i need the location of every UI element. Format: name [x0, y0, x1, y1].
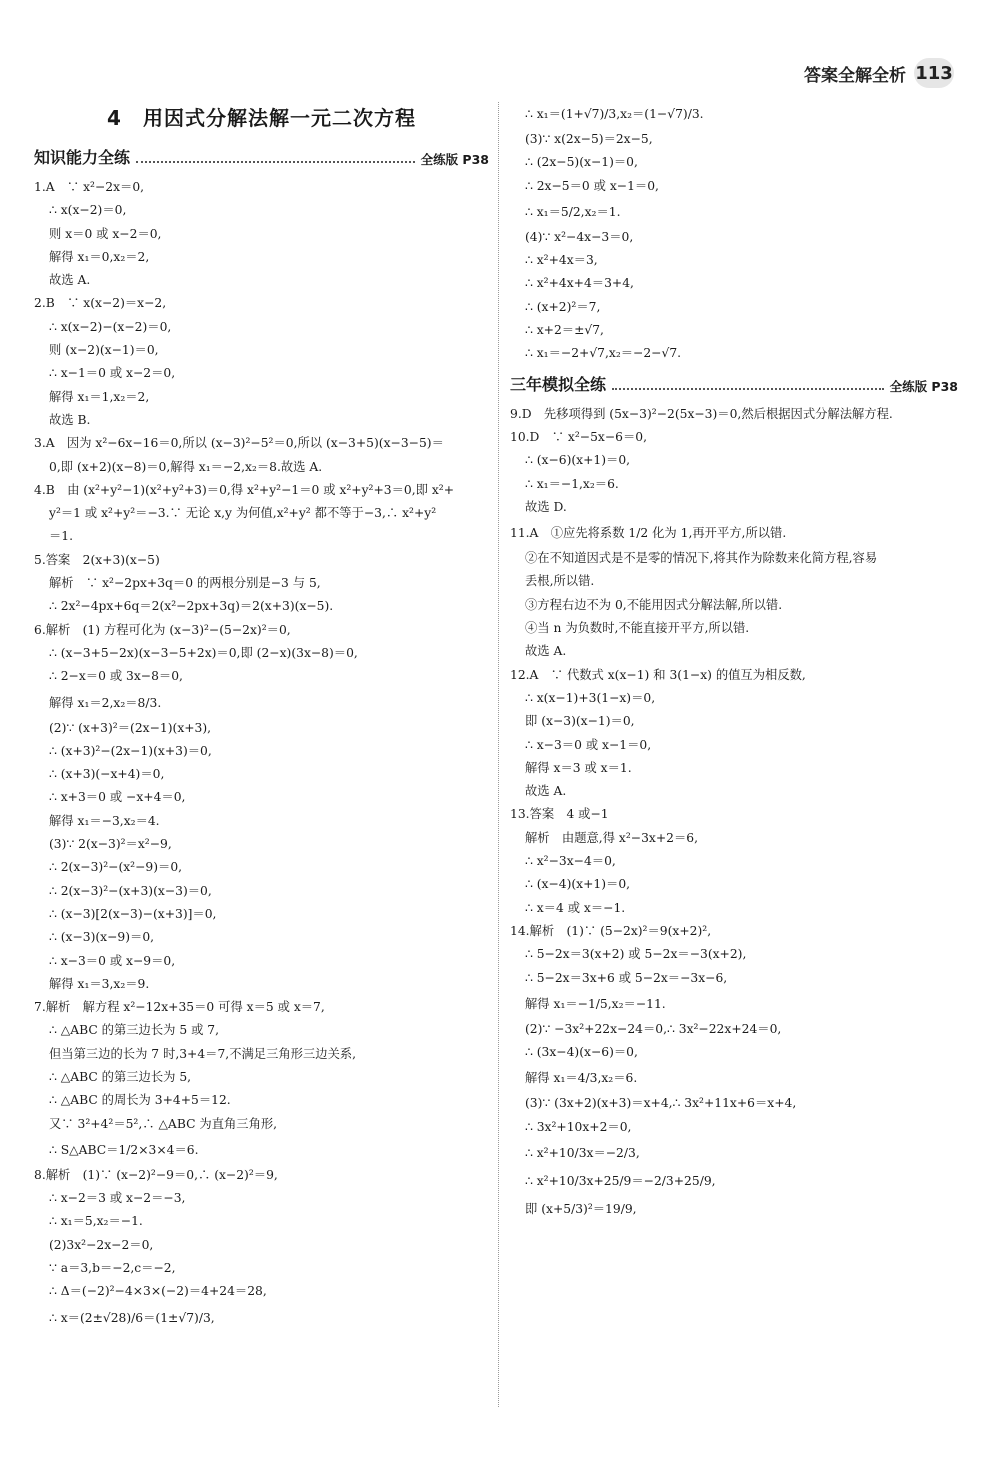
answer-line: 3.A 因为 x²−6x−16＝0,所以 (x−3)²−5²＝0,所以 (x−3+5)(x−3−5)＝ [34, 436, 444, 451]
section-name: 三年模拟全练 [510, 374, 607, 394]
header-title: 答案全解全析 [804, 65, 906, 86]
answer-line: 10.D ∵ x²−5x−6＝0, [510, 429, 648, 444]
answer-line: ∴ x₁＝5,x₂＝−1. [49, 1214, 143, 1229]
answer-line: 11.A ①应先将系数 1/2 化为 1,再开平方,所以错. [510, 526, 787, 541]
section-header-mock [510, 372, 958, 395]
answer-list-right-top [510, 100, 958, 366]
answer-line: ∴ x₁＝(1+√7)/3,x₂＝(1−√7)/3. [525, 107, 704, 121]
answer-line: (4)∵ x²−4x−3＝0, [525, 229, 634, 244]
answer-line: ∴ x₁＝−2+√7,x₂＝−2−√7. [525, 346, 682, 361]
answer-line: 解得 x₁＝2,x₂＝8/3. [49, 695, 162, 710]
column-divider [498, 102, 499, 1407]
chapter-title: 4 用因式分解法解一元二次方程 [107, 106, 416, 130]
answer-line: ∴ (x−3)(x−9)＝0, [49, 930, 155, 945]
answer-line: ∴ 2(x−3)²−(x²−9)＝0, [49, 860, 183, 875]
answer-line: ∴ x+3＝0 或 −x+4＝0, [49, 790, 186, 805]
answer-line: ∴ x+2＝±√7, [525, 323, 604, 338]
answer-line: ∴ (2x−5)(x−1)＝0, [525, 155, 638, 170]
answer-line: ∴ 3x²+10x+2＝0, [525, 1119, 632, 1134]
answer-line: ∴ x(x−2)＝0, [49, 203, 127, 218]
answer-line: 0,即 (x+2)(x−8)＝0,解得 x₁＝−2,x₂＝8.故选 A. [49, 459, 323, 474]
answer-line: ∴ S△ABC＝1/2×3×4＝6. [49, 1142, 199, 1157]
answer-line: 解得 x₁＝−3,x₂＝4. [49, 813, 160, 828]
answer-line: ∴ x₁＝−1,x₂＝6. [525, 476, 619, 491]
answer-line: 解析 ∵ x²−2px+3q＝0 的两根分别是−3 与 5, [49, 576, 321, 591]
section-name: 知识能力全练 [34, 148, 131, 167]
answer-line: ∴ x(x−2)−(x−2)＝0, [49, 319, 172, 334]
answer-line: (3)∵ 2(x−3)²＝x²−9, [49, 837, 172, 852]
answer-line: y²＝1 或 x²+y²＝−3.∵ 无论 x,y 为何值,x²+y² 都不等于−3,∴ x²+y² [49, 506, 437, 521]
answer-line: 则 (x−2)(x−1)＝0, [49, 343, 159, 358]
answer-line: ∴ x−1＝0 或 x−2＝0, [49, 366, 176, 381]
answer-line: ∴ x²−3x−4＝0, [525, 854, 616, 869]
answer-line: 4.B 由 (x²+y²−1)(x²+y²+3)＝0,得 x²+y²−1＝0 或 x²+y²+3＝0,即 x²+ [34, 482, 455, 497]
answer-line: ④当 n 为负数时,不能直接开平方,所以错. [525, 621, 750, 636]
answer-line: ∴ x²+10/3x＝−2/3, [525, 1145, 640, 1160]
answer-line: 解得 x＝3 或 x＝1. [525, 760, 632, 775]
answer-line: 又∵ 3²+4²＝5²,∴ △ABC 为直角三角形, [49, 1116, 278, 1131]
left-column [34, 100, 489, 1332]
answer-line: 6.解析 (1) 方程可化为 (x−3)²−(5−2x)²＝0, [34, 622, 291, 637]
answer-line: 解得 x₁＝1,x₂＝2, [49, 389, 150, 404]
answer-line: ∴ 5−2x＝3(x+2) 或 5−2x＝−3(x+2), [525, 947, 747, 962]
answer-line: ∴ (3x−4)(x−6)＝0, [525, 1045, 638, 1060]
answer-line: ∴ x(x−1)+3(1−x)＝0, [525, 690, 656, 705]
answer-line: 8.解析 (1)∵ (x−2)²−9＝0,∴ (x−2)²＝9, [34, 1167, 278, 1182]
answer-line: (3)∵ (3x+2)(x+3)＝x+4,∴ 3x²+11x+6＝x+4, [525, 1096, 797, 1111]
answer-line: 故选 B. [49, 412, 91, 427]
answer-line: 则 x＝0 或 x−2＝0, [49, 226, 162, 241]
answer-line: 故选 A. [525, 784, 567, 799]
answer-line: ∴ x²+10/3x+25/9＝−2/3+25/9, [525, 1173, 716, 1188]
answer-line: 即 (x−3)(x−1)＝0, [525, 714, 635, 729]
answer-line: (2)∵ −3x²+22x−24＝0,∴ 3x²−22x+24＝0, [525, 1021, 782, 1036]
answer-line: ∴ (x−3+5−2x)(x−3−5+2x)＝0,即 (2−x)(3x−8)＝0, [49, 645, 358, 660]
answer-line: ③方程右边不为 0,不能用因式分解法解,所以错. [525, 597, 783, 612]
answer-line: ∴ x−3＝0 或 x−1＝0, [525, 737, 652, 752]
answer-line: 解得 x₁＝−1/5,x₂＝−11. [525, 996, 666, 1011]
right-column [510, 100, 958, 1223]
answer-line: ∴ (x+2)²＝7, [525, 299, 601, 314]
answer-line: ∴ x＝4 或 x＝−1. [525, 900, 626, 915]
answer-line: 故选 A. [525, 644, 567, 659]
answer-line: ∵ a＝3,b＝−2,c＝−2, [49, 1261, 176, 1276]
answer-line: 解得 x₁＝4/3,x₂＝6. [525, 1071, 638, 1086]
answer-line: ∴ (x+3)(−x+4)＝0, [49, 767, 165, 782]
dotted-leader [612, 388, 884, 390]
answer-line: 5.答案 2(x+3)(x−5) [34, 552, 160, 567]
answer-line: 解得 x₁＝3,x₂＝9. [49, 976, 150, 991]
answer-line: ∴ (x−6)(x+1)＝0, [525, 453, 631, 468]
answer-line: ∴ △ABC 的周长为 3+4+5＝12. [49, 1093, 231, 1108]
answer-line: (2)3x²−2x−2＝0, [49, 1237, 154, 1252]
answer-line: ∴ Δ＝(−2)²−4×3×(−2)＝4+24＝28, [49, 1284, 267, 1299]
answer-line: 故选 A. [49, 273, 91, 288]
answer-line: 2.B ∵ x(x−2)＝x−2, [34, 296, 167, 311]
answer-line: 1.A ∵ x²−2x＝0, [34, 180, 145, 194]
answer-line: 7.解析 解方程 x²−12x+35＝0 可得 x＝5 或 x＝7, [34, 1000, 325, 1015]
answer-line: (2)∵ (x+3)²＝(2x−1)(x+3), [49, 720, 212, 735]
answer-line: ∴ 5−2x＝3x+6 或 5−2x＝−3x−6, [525, 970, 728, 985]
answer-line: ∴ (x+3)²−(2x−1)(x+3)＝0, [49, 743, 212, 758]
answer-line: ∴ △ABC 的第三边长为 5 或 7, [49, 1023, 220, 1038]
answer-line: 14.解析 (1)∵ (5−2x)²＝9(x+2)², [510, 923, 712, 938]
answer-line: ∴ x−3＝0 或 x−9＝0, [49, 953, 176, 968]
answer-line: ∴ 2x−5＝0 或 x−1＝0, [525, 178, 659, 193]
answer-line: 即 (x+5/3)²＝19/9, [525, 1201, 637, 1216]
answer-line: 解得 x₁＝0,x₂＝2, [49, 249, 150, 264]
section-header-knowledge [34, 145, 489, 168]
answer-list-right-bottom [510, 403, 958, 1223]
answer-line: ∴ 2(x−3)²−(x+3)(x−3)＝0, [49, 883, 212, 898]
answer-line: ∴ △ABC 的第三边长为 5, [49, 1069, 192, 1084]
dotted-leader [136, 161, 415, 163]
answer-list-left [34, 176, 489, 1332]
answer-line: ∴ 2x²−4px+6q＝2(x²−2px+3q)＝2(x+3)(x−5). [49, 599, 334, 614]
answer-line: 故选 D. [525, 499, 567, 514]
answer-line: ∴ x＝(2±√28)/6＝(1±√7)/3, [49, 1310, 215, 1325]
answer-line: ∴ x²+4x＝3, [525, 253, 598, 268]
answer-line: 12.A ∵ 代数式 x(x−1) 和 3(1−x) 的值互为相反数, [510, 667, 806, 682]
answer-line: (3)∵ x(2x−5)＝2x−5, [525, 132, 653, 146]
answer-line: ∴ (x−4)(x+1)＝0, [525, 877, 631, 892]
page-header [804, 58, 954, 88]
section-ref: 全练版 P38 [420, 152, 489, 167]
answer-line: ∴ x₁＝5/2,x₂＝1. [525, 204, 621, 219]
section-ref: 全练版 P38 [889, 378, 958, 394]
answer-line: ∴ 2−x＝0 或 3x−8＝0, [49, 669, 183, 684]
answer-line: ②在不知道因式是不是零的情况下,将其作为除数来化简方程,容易 [525, 551, 878, 566]
page-number: 113 [914, 58, 954, 88]
answer-line: ∴ x−2＝3 或 x−2＝−3, [49, 1191, 186, 1206]
answer-line: 丢根,所以错. [525, 574, 595, 589]
answer-line: 但当第三边的长为 7 时,3+4＝7,不满足三角形三边关系, [49, 1046, 357, 1061]
answer-line: ∴ (x−3)[2(x−3)−(x+3)]＝0, [49, 906, 217, 921]
answer-line: 9.D 先移项得到 (5x−3)²−2(5x−3)＝0,然后根据因式分解法解方程. [510, 406, 893, 421]
answer-line: 解析 由题意,得 x²−3x+2＝6, [525, 830, 698, 845]
answer-line: 13.答案 4 或−1 [510, 807, 609, 822]
answer-line: ∴ x²+4x+4＝3+4, [525, 276, 634, 291]
answer-line: ＝1. [49, 529, 74, 544]
